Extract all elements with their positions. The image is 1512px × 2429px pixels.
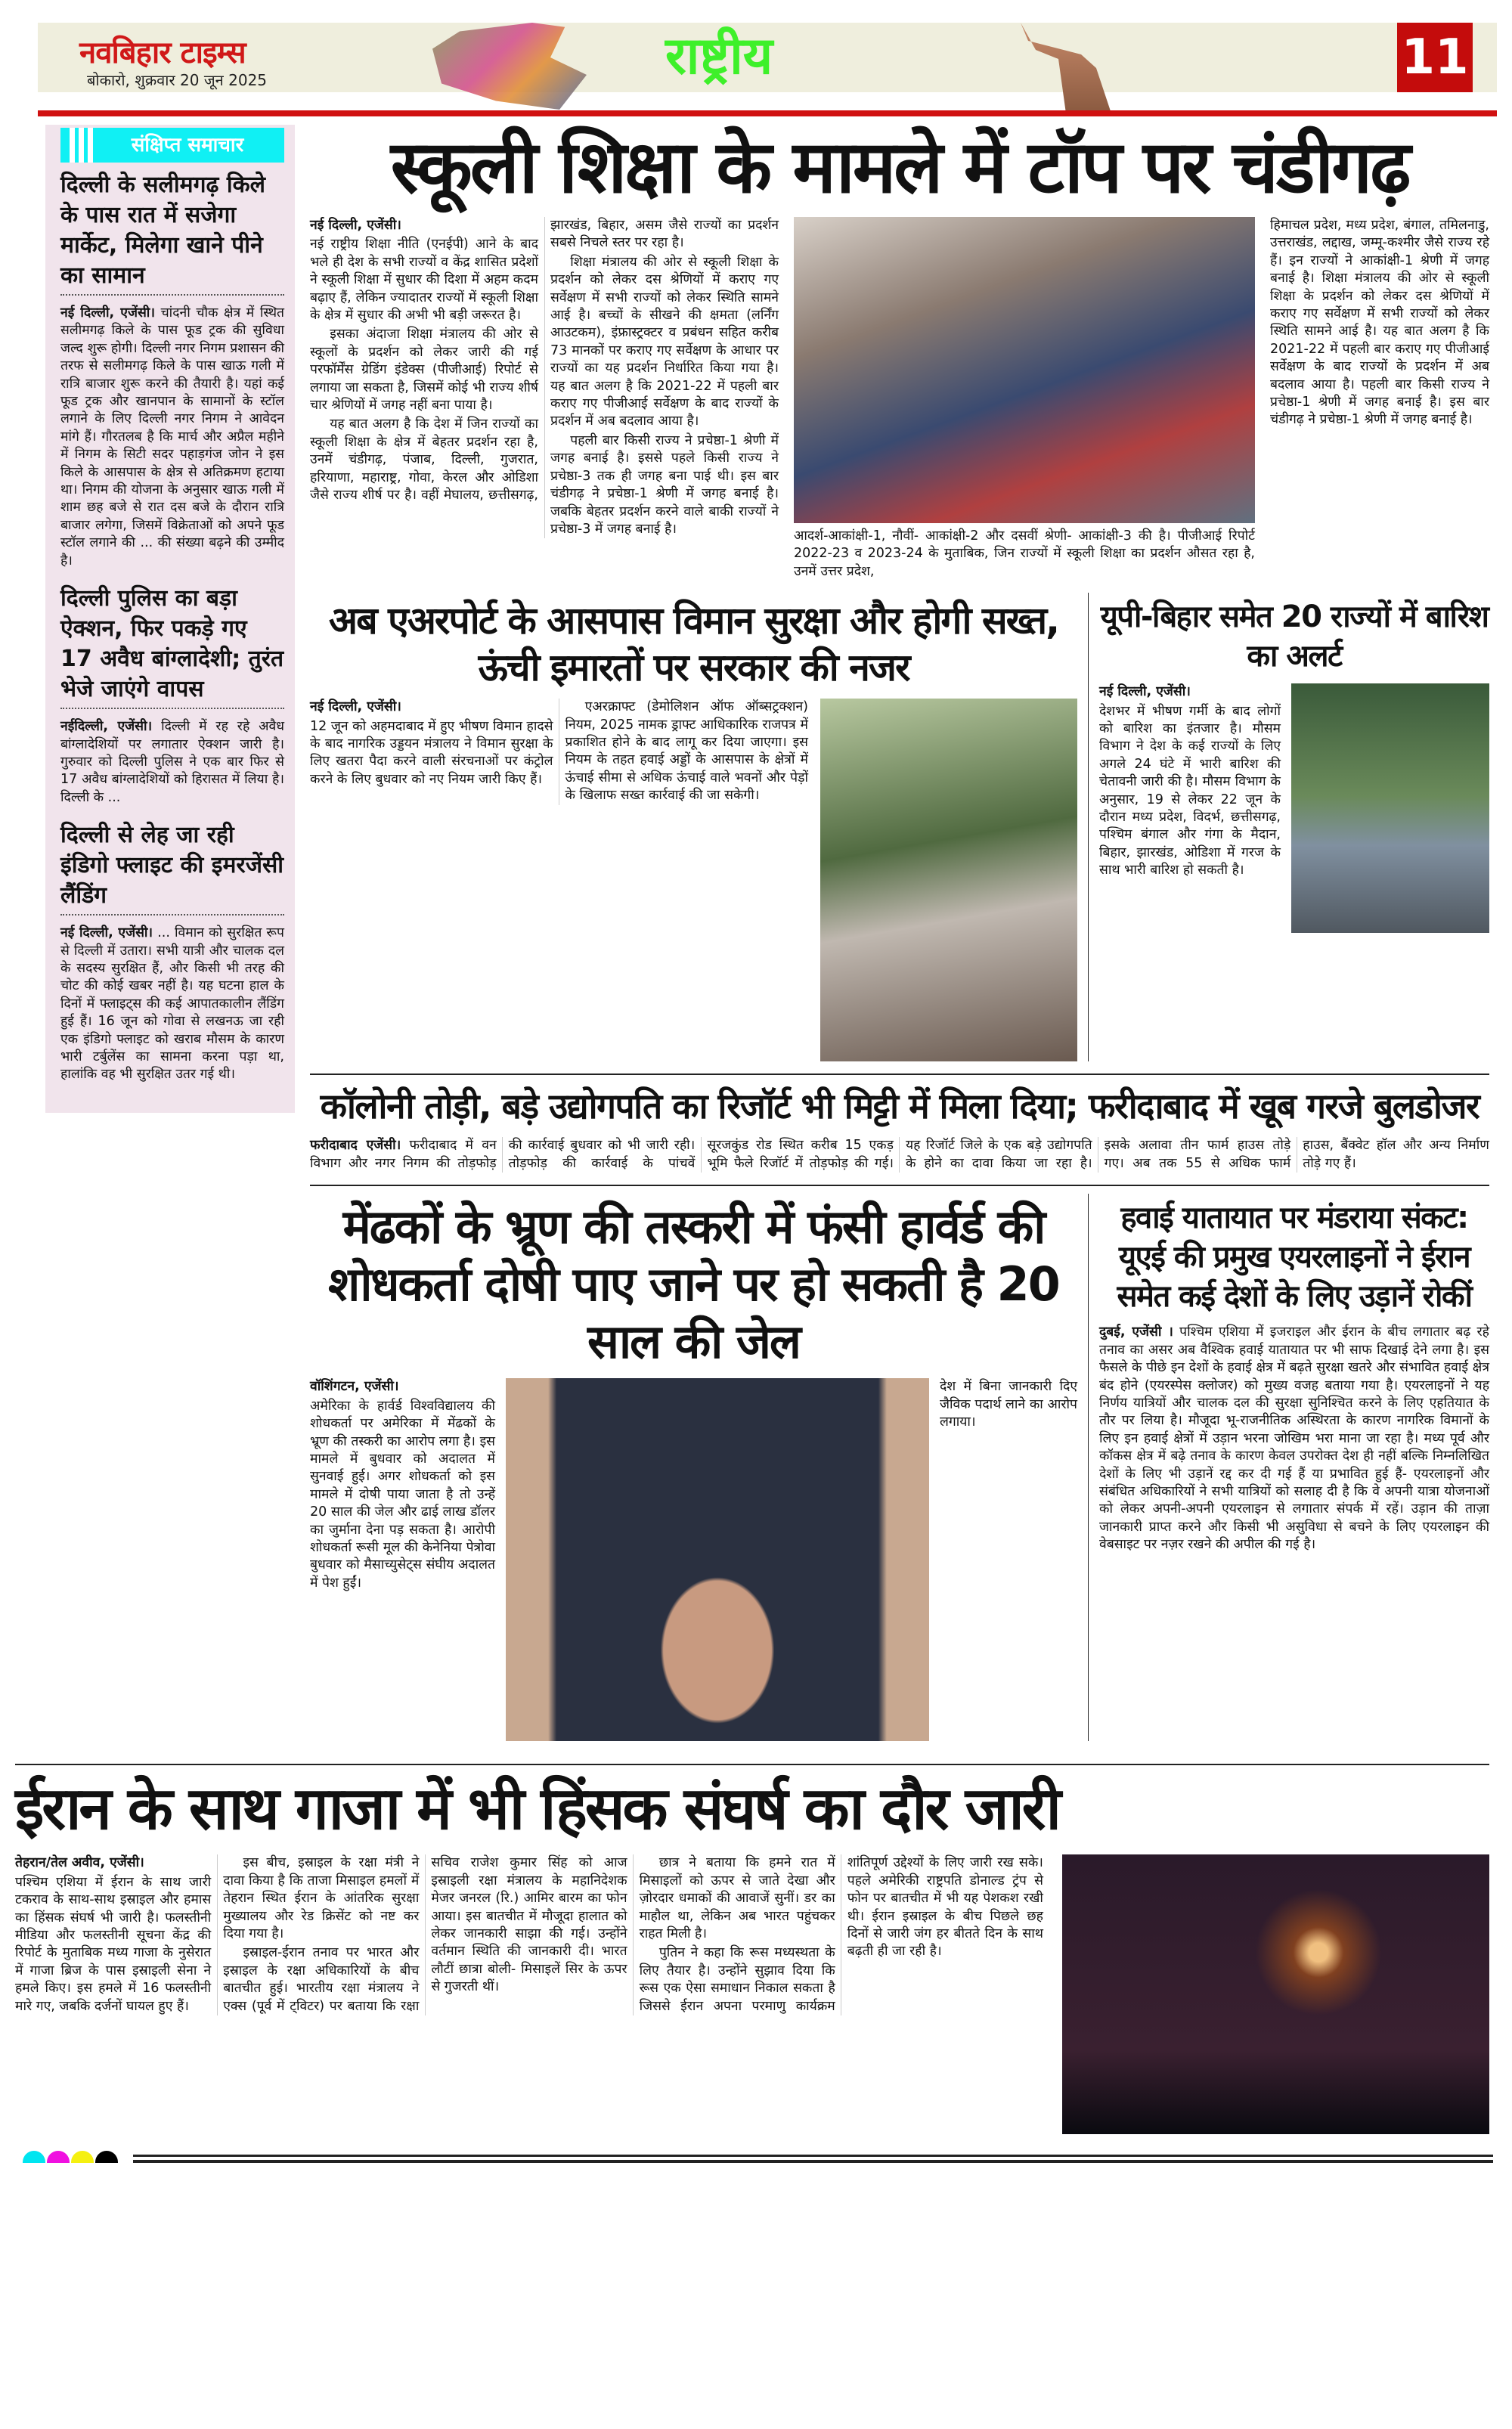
harvard-article bbox=[310, 1194, 1089, 1741]
page-footer bbox=[23, 2151, 1493, 2163]
high-rise-near-airport-photo bbox=[820, 699, 1077, 1061]
airport-rain-row bbox=[310, 593, 1489, 1061]
brief-text: दिल्ली में रह रहे अवैध बांग्लादेशियों पर लगातार ऐक्शन जारी है। गुरुवार को दिल्ली पुलिस ने एक बार फिर से 17 अवैध बांग्लादेशियों को हिरासत में लिया है। दिल्ली के ... bbox=[60, 719, 284, 805]
section-divider bbox=[310, 1074, 1489, 1075]
paragraph: छात्र ने बताया कि हमने रात में मिसाइलों को ऊपर से जाते देखा और ज़ोरदार धमाकों की आवाजें सुनीं। डर का माहौल था, लेकिन अब भारत पहुंचकर राहत मिली है। bbox=[639, 1855, 835, 1941]
rain-dateline: नई दिल्ली, एजेंसी। bbox=[1099, 684, 1191, 700]
brief-text: ... विमान को सुरक्षित रूप से दिल्ली में उतारा। सभी यात्री और चालक दल के सदस्य सुरक्षित हैं, और किसी भी तरह की चोट की कोई खबर नहीं है। यह घटना हाल के दिनों में फ्लाइट्स की कई आपातकालीन लैंडिंग हुई हैं। 16 जून को गोवा से लखनऊ जा रही एक इंडिगो फ्लाइट को खराब मौसम के कारण भारी टर्बुलेंस का सामना करना पड़ा था, हालांकि वह भी सुरक्षित उतर गई थी। bbox=[60, 925, 284, 1083]
paragraph: एअरक्राफ्ट (डेमोलिशन ऑफ ऑब्सट्रक्शन) नियम, 2025 नामक ड्राफ्ट आधिकारिक राजपत्र में प्रकाशित होने के बाद लागू कर दिया जाएगा। इस नियम के तहत हवाई अड्डों के आसपास के क्षेत्रों में ऊंचाई सीमा से अधिक ऊंचाई वाले भवनों और पेड़ों के खिलाफ सख्त कार्रवाई की जा सकेगी। bbox=[565, 699, 808, 804]
paragraph: पुतिन ने कहा कि रूस मध्यस्थता के लिए तैयार है। उन्होंने सुझाव दिया कि रूस एक ऐसा समाधान निकाल सकता है जिससे ईरान अपना परमाणु कार्यक्रम शांतिपूर्ण उद्देश्यों के लिए जारी रख सके। पहले अमेरिकी राष्ट्रपति डोनाल्ड ट्रंप से फोन पर बातचीत में भी यह पेशकश रखी थी। ईरान इस्राइल के बीच पिछले छह दिनों से जारी जंग हर बीतते दिन के साथ बढ़ती ही जा रही है। bbox=[639, 1855, 1043, 2014]
brief-item bbox=[60, 584, 284, 807]
bulldozer-headline: कॉलोनी तोड़ी, बड़े उद्योगपति का रिजॉर्ट भी मिट्टी में मिला दिया; फरीदाबाद में खूब गरजे बुलडोजर bbox=[320, 1086, 1479, 1127]
brief-news-column bbox=[45, 125, 295, 1113]
cmyk-registration-marks bbox=[23, 2151, 118, 2163]
section-divider bbox=[310, 1185, 1489, 1186]
iran-article-body bbox=[15, 1854, 1043, 2015]
masthead-divider bbox=[38, 110, 1497, 116]
black-mark-icon bbox=[95, 2151, 118, 2163]
main-news-area bbox=[310, 125, 1489, 1753]
harvard-dateline: वॉशिंगटन, एजेंसी। bbox=[310, 1379, 399, 1395]
paragraph: पश्चिम एशिया में ईरान के साथ जारी टकराव के साथ-साथ इस्राइल और हमास का हिंसक संघर्ष भी जारी है। फलस्तीनी मीडिया और फलस्तीनी सूचना केंद्र की रिपोर्ट के मुताबिक मध्य गाजा के नुसेरात में गाजा ब्रिज के पास इस्राइली सेना ने हमले किए। इस हमले में 16 फलस्तीनी मारे गए, जबकि दर्जनों घायल हुए हैं। bbox=[15, 1874, 212, 2014]
bulldozer-article-body bbox=[310, 1137, 1489, 1173]
school-dateline: नई दिल्ली, एजेंसी। bbox=[310, 218, 401, 233]
paragraph: 12 जून को अहमदाबाद में हुए भीषण विमान हादसे के बाद नागरिक उड्डयन मंत्रालय ने विमान सुरक्षा के लिए खतरा पैदा करने वाली संरचनाओं पर कंट्रोल करने के लिए बुधवार को नए नियम जारी किए हैं। bbox=[310, 718, 553, 787]
bulldozer-dateline: फरीदाबाद एजेंसी। bbox=[310, 1138, 401, 1154]
yellow-mark-icon bbox=[71, 2151, 94, 2163]
paragraph: फरीदाबाद में वन विभाग और नगर निगम की तोड़फोड़ की कार्रवाई बुधवार को भी जारी रही। तोड़फोड़ की कार्रवाई के पांचवें सूरजकुंड रोड स्थित करीब 15 एकड़ भूमि फैले रिजॉर्ट में तोड़फोड़ की गई। यह रिजॉर्ट जिले के एक बड़े उद्योगपति के होने का दावा किया जा रहा है। इसके अलावा तीन फार्म हाउस तोड़े गए। अब तक 55 से अधिक फार्म हाउस, बैंक्वेट हॉल और अन्य निर्माण तोड़े गए हैं। bbox=[310, 1138, 1489, 1171]
school-article-body bbox=[310, 217, 779, 538]
paragraph: इसका अंदाजा शिक्षा मंत्रालय की ओर से स्कूलों के प्रदर्शन को लेकर जारी की गई परफॉर्मेंस ग्रेडिंग इंडेक्स (पीजीआई) रिपोर्ट से लगाया जा सकता है, जिसमें कोई भी राज्य शीर्ष चार श्रेणियों में जगह नहीं बना पाया है। bbox=[310, 327, 538, 414]
school-photo-block bbox=[794, 217, 1255, 581]
brief-news-header-label: संक्षिप्त समाचार bbox=[131, 134, 244, 156]
schoolchildren-photo bbox=[794, 217, 1255, 523]
paragraph: अमेरिका के हार्वर्ड विश्वविद्यालय की शोधकर्ता पर अमेरिका में मेंढकों के भ्रूण की तस्करी का आरोप लगा है। इस मामले में बुधवार को अदालत में सुनवाई हुई। अगर शोधकर्ता को इस मामले में दोषी पाया जाता है तो उन्हें 20 साल की जेल और ढाई लाख डॉलर का जुर्माना देना पड़ सकता है। आरोपी शोधकर्ता रूसी मूल की केनेनिया पेत्रोवा बुधवार को मैसाच्युसेट्स संघीय अदालत में पेश हुईं। bbox=[310, 1398, 495, 1591]
iran-gaza-headline: ईरान के साथ गाजा में भी हिंसक संघर्ष का दौर जारी bbox=[15, 1775, 1059, 1844]
harvard-headline: मेंढकों के भ्रूण की तस्करी में फंसी हार्वर्ड की शोधकर्ता दोषी पाए जाने पर हो सकती है 20 साल की जेल bbox=[328, 1199, 1059, 1370]
newspaper-logo: नवबिहार टाइम्स bbox=[79, 36, 246, 70]
brief-item bbox=[60, 820, 284, 1084]
airport-headline: अब एअरपोर्ट के आसपास विमान सुरक्षा और होगी सख्त, ऊंची इमारतों पर सरकार की नजर bbox=[328, 599, 1059, 690]
paragraph: पहली बार किसी राज्य ने प्रचेष्ठा-1 श्रेणी में जगह बनाई है। इससे पहले किसी राज्य ने प्रचेष्ठा-3 तक ही जगह बना पाई थी। इस बार चंडीगढ़ ने प्रचेष्ठा-1 श्रेणी में जगह बनाई है। जबकि बेहतर प्रदर्शन करने वाले बाकी राज्यों ने प्रचेष्ठा-3 में जगह बनाई है। bbox=[550, 432, 779, 537]
airport-article bbox=[310, 593, 1089, 1061]
brief-headline: दिल्ली पुलिस का बड़ा ऐक्शन, फिर पकड़े गए 17 अवैध बांग्लादेशी; तुरंत भेजे जाएंगे वापस bbox=[60, 584, 284, 709]
harvard-article-body bbox=[310, 1378, 495, 1594]
harvard-article-right-column: देश में बिना जानकारी दिए जैविक पदार्थ लाने का आरोप लगाया। bbox=[940, 1379, 1077, 1430]
magenta-mark-icon bbox=[47, 2151, 70, 2163]
rain-article bbox=[1089, 593, 1489, 933]
airlines-article bbox=[1089, 1194, 1489, 1555]
airport-dateline: नई दिल्ली, एजेंसी। bbox=[310, 699, 401, 715]
brief-dateline: नई दिल्ली, एजेंसी। bbox=[60, 305, 155, 321]
rain-article-body bbox=[1099, 683, 1281, 881]
paragraph: नई राष्ट्रीय शिक्षा नीति (एनईपी) आने के बाद भले ही देश के सभी राज्यों व केंद्र शासित प्रदेशों ने स्कूली शिक्षा में सुधार की दिशा में अहम कदम बढ़ाए हैं, लेकिन ज्यादातर राज्यों में स्कूली शिक्षा के क्षेत्र में सुधार की अभी भी बड़ी जरूरत है। bbox=[310, 237, 538, 324]
footer-rules bbox=[133, 2155, 1493, 2163]
night-missile-strike-photo bbox=[1062, 1854, 1489, 2134]
airlines-headline: हवाई यातायात पर मंडराया संकट: यूएई की प्रमुख एयरलाइनों ने ईरान समेत कई देशों के लिए उड़ानें रोकीं bbox=[1117, 1201, 1472, 1315]
paragraph: शिक्षा मंत्रालय की ओर से स्कूली शिक्षा के प्रदर्शन को लेकर दस श्रेणियों में कराए गए सर्वेक्षण में सभी राज्यों को लेकर स्थिति सामने आई है। बच्चों के सीखने की क्षमता (लर्निंग आउटकम), इंफ्रास्ट्रक्टर व प्रबंधन सहित करीब 73 मानकों पर कराए गए सर्वेक्षण के आधार पर राज्यों का यह प्रदर्शन निर्धारित किया गया है। यह बात अलग है कि 2021-22 में पहली बार कराए गए पीजीआई सर्वेक्षण के बाद राज्यों के प्रदर्शन में अब बदलाव आया है। bbox=[550, 254, 779, 429]
brief-news-header bbox=[60, 128, 284, 163]
section-title: राष्ट्रीय bbox=[665, 26, 773, 86]
school-article-continued: आदर्श-आकांक्षी-1, नौवीं- आकांक्षी-2 और दसवीं श्रेणी- आकांक्षी-3 की है। पीजीआई रिपोर्ट 2022-23 व 2023-24 के मुताबिक, जिन राज्यों में स्कूली शिक्षा का प्रदर्शन औसत रहा है, उनमें उत्तर प्रदेश, bbox=[794, 528, 1255, 579]
paragraph: देशभर में भीषण गर्मी के बाद लोगों को बारिश का इंतजार है। मौसम विभाग ने देश के कई राज्यों के लिए अगले 24 घंटे में भारी बारिश की चेतावनी जारी की है। मौसम विभाग के अनुसार, 19 से लेकर 22 जून के दौरान मध्य प्रदेश, विदर्भ, छत्तीसगढ़, पश्चिम बंगाल और गंगा के मैदान, बिहार, झारखंड, ओडिशा में गरज के साथ भारी बारिश हो सकती है। bbox=[1099, 703, 1281, 878]
brief-dateline: नई दिल्ली, एजेंसी। bbox=[60, 925, 153, 941]
airlines-article-body bbox=[1099, 1324, 1489, 1554]
school-article-right-column: हिमाचल प्रदेश, मध्य प्रदेश, बंगाल, तमिलनाडु, उत्तराखंड, लद्दाख, जम्मू-कश्मीर जैसे राज्य रहे हैं। इन राज्यों ने आकांक्षी-1 श्रेणी में जगह बनाई है। शिक्षा मंत्रालय की ओर से स्कूली शिक्षा के प्रदर्शन को लेकर दस श्रेणियों में कराए गए सर्वेक्षण में सभी राज्यों को लेकर स्थिति सामने आई है। यह बात अलग है कि 2021-22 में पहली बार कराए गए पीजीआई सर्वेक्षण के बाद राज्यों के प्रदर्शन में अब बदलाव आया है। पहली बार किसी राज्य ने प्रचेष्ठा-1 श्रेणी में जगह बनाई है। इस बार चंडीगढ़ ने प्रचेष्ठा-1 श्रेणी में जगह बनाई है। bbox=[1270, 218, 1489, 428]
iran-dateline: तेहरान/तेल अवीव, एजेंसी। bbox=[15, 1855, 144, 1871]
harvard-airlines-row bbox=[310, 1194, 1489, 1741]
brief-dateline: नईदिल्ली, एजेंसी। bbox=[60, 719, 153, 735]
bulldozer-article bbox=[310, 1083, 1489, 1173]
decorative-bars-icon bbox=[70, 128, 94, 163]
school-article bbox=[310, 125, 1489, 581]
airlines-dateline: दुबई, एजेंसी । bbox=[1099, 1324, 1173, 1340]
paragraph: इस्राइल-ईरान तनाव पर भारत और इस्राइल के रक्षा अधिकारियों के बीच बातचीत हुई। भारतीय रक्षा मंत्रालय ने एक्स (पूर्व में ट्विटर) पर बताया कि रक्षा सचिव राजेश कुमार सिंह को आज इस्राइली रक्षा मंत्रालय के महानिदेशक मेजर जनरल (रि.) आमिर बारम का फोन आया। इस बातचीत में मौजूदा हालात को लेकर जानकारी साझा की गई। उन्होंने वर्तमान स्थिति की जानकारी दी। भारत लौटीं छात्रा बोली- मिसाइलें सिर के ऊपर से गुजरती थीं। bbox=[223, 1855, 627, 2014]
paragraph: पश्चिम एशिया में इजराइल और ईरान के बीच लगातार बढ़ रहे तनाव का असर अब वैश्विक हवाई यातायात पर भी साफ दिखाई देने लगा है। इस फैसले के पीछे इन देशों के हवाई क्षेत्र में बढ़ते सुरक्षा खतरे और संभावित हवाई क्षेत्र बंद होने (एयरस्पेस क्लोजर) को मुख्य वजह बताया गया है। एयरलाइनों ने यह निर्णय यात्रियों और चालक दल की सुरक्षा सुनिश्चित करने के लिए एहतियात के तौर पर लिया है। मौजूदा भू-राजनीतिक अस्थिरता के कारण नागरिक विमानों के लिए इन हवाई क्षेत्रों में उड़ान भरना जोखिम भरा माना जा रहा है। मध्य पूर्व और कॉकस क्षेत्र में बढ़े तनाव के कारण केवल उपरोक्त देश ही नहीं बल्कि निम्नलिखित देशों के लिए भी उड़ानें रद्द कर दी गई हैं या प्रभावित हुई हैं- एयरलाइनों और संबंधित अधिकारियों ने सभी यात्रियों को सलाह दी है कि वे अपनी यात्रा योजनाओं को लेकर अपनी-अपनी एयरलाइन से लगातार संपर्क में रहें। उड़ान की ताज़ा जानकारी प्राप्त करने और किसी भी असुविधा से बचने के लिए एयरलाइन की वेबसाइट पर नज़र रखने की अपील की गई है। bbox=[1099, 1324, 1489, 1553]
cyan-mark-icon bbox=[23, 2151, 45, 2163]
airport-article-body bbox=[310, 699, 808, 804]
brief-text: चांदनी चौक क्षेत्र में स्थित सलीमगढ़ किले के पास फूड ट्रक की सुविधा जल्द शुरू होगी। दिल्ली नगर निगम प्रशासन की तरफ से सलीमगढ़ किले के पास खाऊ गली में रात्रि बाजार शुरू करने की तैयारी है। यहां कई फूड ट्रक और खानपान के सामानों के स्टॉल लगाने के लिए दिल्ली नगर निगम ने आवेदन मांगे हैं। गौरतलब है कि मार्च और अप्रैल महीने में निगम के सिटी सदर पहाड़गंज जोन ने इस किले के आसपास के क्षेत्र से अतिक्रमण हटाया था। निगम की योजना के अनुसार खाऊ गली में शाम छह बजे से रात दस बजे के दौरान रात्रि बाजार लगेगा, जिसमें विक्रेताओं को अपने फूड स्टॉल लगाने की ... की संख्या बढ़ने की उम्मीद है। bbox=[60, 305, 284, 569]
edition-dateline: बोकारो, शुक्रवार 20 जून 2025 bbox=[87, 71, 268, 89]
paragraph: इस बीच, इस्राइल के रक्षा मंत्री ने दावा किया है कि ताजा मिसाइल हमलों में तेहरान स्थित ईरान के आंतरिक सुरक्षा मुख्यालय और रेड क्रिसेंट को नष्ट कर दिया गया है। bbox=[223, 1855, 420, 1941]
school-headline: स्कूली शिक्षा के मामले में टॉप पर चंडीगढ़ bbox=[390, 125, 1409, 209]
rain-alert-headline: यूपी-बिहार समेत 20 राज्यों में बारिश का अलर्ट bbox=[1100, 600, 1489, 674]
brief-headline: दिल्ली से लेह जा रही इंडिगो फ्लाइट की इमरजेंसी लैंडिंग bbox=[60, 820, 284, 916]
brief-headline: दिल्ली के सलीमगढ़ किले के पास रात में सजेगा मार्केट, मिलेगा खाने पीने का सामान bbox=[60, 170, 284, 296]
iran-article bbox=[15, 1764, 1489, 2134]
brief-item bbox=[60, 170, 284, 570]
footer-rule bbox=[133, 2155, 1493, 2157]
footer-rule bbox=[133, 2160, 1493, 2163]
handcuffed-hands-photo bbox=[506, 1378, 929, 1741]
rain-street-photo bbox=[1291, 683, 1489, 933]
page-number: 11 bbox=[1397, 23, 1473, 92]
paragraph: यह बात अलग है कि देश में जिन राज्यों का स्कूली शिक्षा के क्षेत्र में बेहतर प्रदर्शन रहा है, उनमें चंडीगढ़, पंजाब, दिल्ली, गुजरात, हरियाणा, महाराष्ट्र, गोवा, केरल और ओडिशा जैसे राज्य शीर्ष पर है। वहीं मेघालय, छत्तीसगढ़, झारखंड, बिहार, असम जैसे राज्यों का प्रदर्शन सबसे निचले स्तर पर रहा है। bbox=[310, 218, 779, 503]
